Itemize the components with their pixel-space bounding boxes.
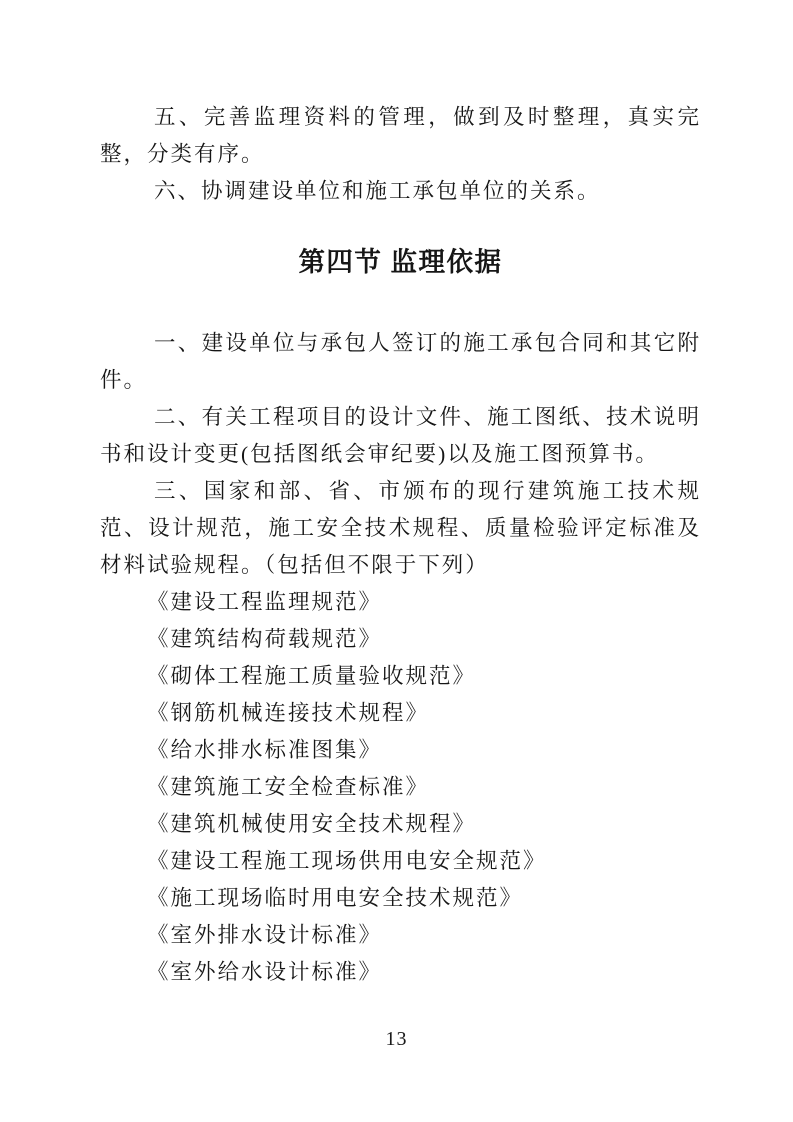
standard-list-item: 《室外排水设计标准》 bbox=[147, 923, 383, 947]
standard-list-item: 《给水排水标准图集》 bbox=[147, 738, 383, 762]
standard-list-item: 《砌体工程施工质量验收规范》 bbox=[147, 664, 477, 688]
section-heading: 第四节 监理依据 bbox=[298, 247, 503, 277]
page-content bbox=[100, 99, 701, 991]
standard-list-item: 《建筑施工安全检查标准》 bbox=[147, 775, 430, 799]
paragraph-item-one: 一、建设单位与承包人签订的施工承包合同和其它附件。 bbox=[100, 331, 701, 392]
paragraph-item-five: 五、完善监理资料的管理，做到及时整理，真实完整，分类有序。 bbox=[100, 105, 701, 166]
paragraph-item-six: 六、协调建设单位和施工承包单位的关系。 bbox=[154, 179, 601, 203]
standard-list-item: 《建筑机械使用安全技术规程》 bbox=[147, 812, 477, 836]
standard-list-item: 《室外给水设计标准》 bbox=[147, 960, 383, 984]
standard-list-item: 《建设工程施工现场供用电安全规范》 bbox=[147, 849, 547, 873]
standard-list-item: 《钢筋机械连接技术规程》 bbox=[147, 701, 430, 725]
page-number: 13 bbox=[385, 1028, 408, 1050]
standard-list-item: 《建筑结构荷载规范》 bbox=[147, 627, 383, 651]
paragraph-item-three: 三、国家和部、省、市颁布的现行建筑施工技术规范、设计规范，施工安全技术规程、质量检验评定标准及材料试验规程。（包括但不限于下列） bbox=[100, 479, 701, 577]
standard-list-item: 《施工现场临时用电安全技术规范》 bbox=[147, 886, 524, 910]
standard-list-item: 《建设工程监理规范》 bbox=[147, 590, 383, 614]
paragraph-item-two: 二、有关工程项目的设计文件、施工图纸、技术说明书和设计变更(包括图纸会审纪要)以及施工图预算书。 bbox=[100, 405, 701, 466]
